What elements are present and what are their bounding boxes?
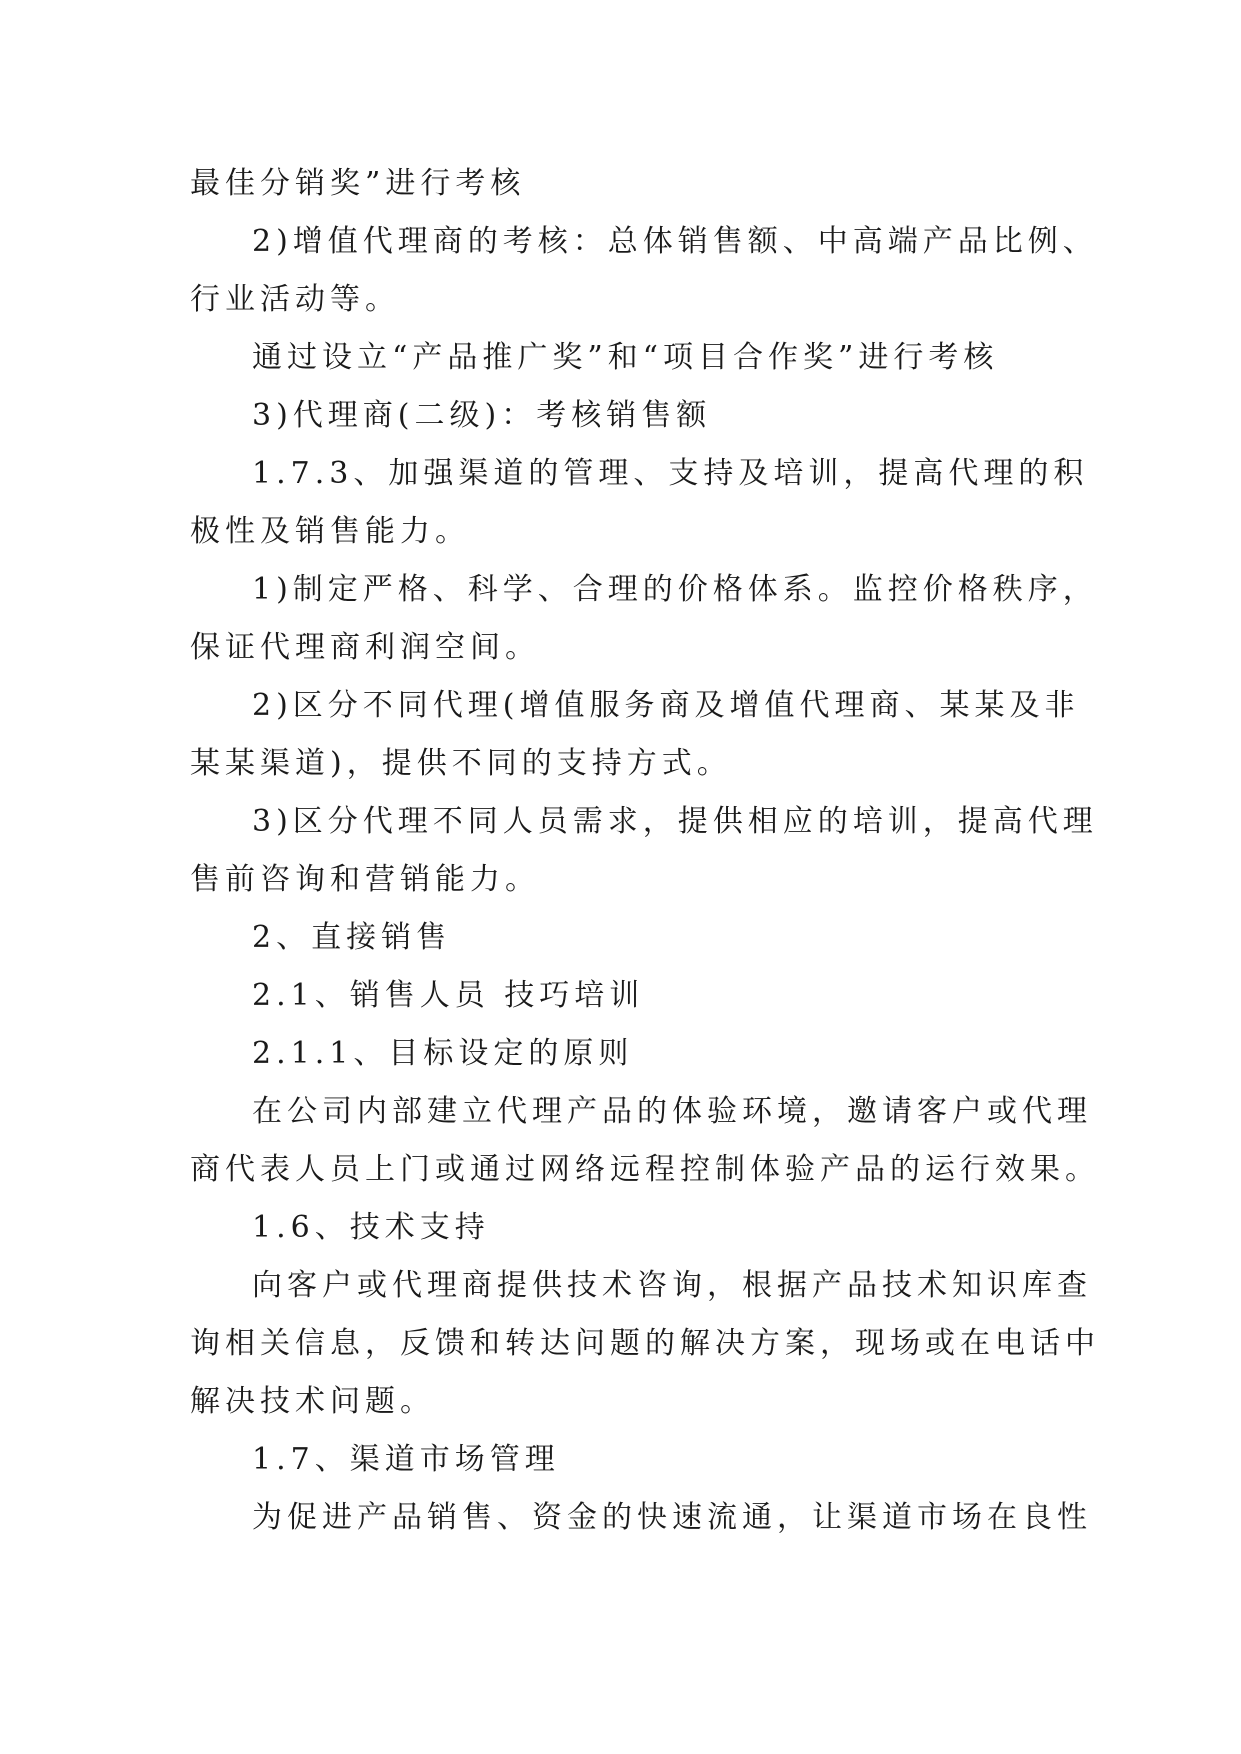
text-line: 最佳分销奖”进行考核 [190, 166, 526, 201]
text-line: 通过设立“产品推广奖”和“项目合作奖”进行考核 [252, 340, 999, 375]
text-line: 行业活动等。 [190, 282, 400, 317]
text-line: 售前咨询和营销能力。 [190, 862, 540, 897]
section-heading: 1.6、技术支持 [252, 1210, 490, 1245]
text-line: 为促进产品销售、资金的快速流通，让渠道市场在良性 [252, 1500, 1092, 1535]
text-line: 1)制定严格、科学、合理的价格体系。监控价格秩序， [252, 572, 1098, 607]
text-line: 向客户或代理商提供技术咨询，根据产品技术知识库查 [252, 1268, 1092, 1303]
text-line: 某某渠道)，提供不同的支持方式。 [190, 746, 732, 781]
text-line: 3)代理商(二级)：考核销售额 [252, 398, 712, 433]
section-heading: 1.7、渠道市场管理 [252, 1442, 560, 1477]
text-line: 2)区分不同代理(增值服务商及增值代理商、某某及非 [252, 688, 1080, 723]
section-heading: 2.1、销售人员 技巧培训 [252, 978, 645, 1013]
text-line: 极性及销售能力。 [190, 514, 470, 549]
text-line: 商代表人员上门或通过网络远程控制体验产品的运行效果。 [190, 1152, 1100, 1187]
text-line: 询相关信息，反馈和转达问题的解决方案，现场或在电话中 [190, 1326, 1100, 1361]
section-heading: 2、直接销售 [252, 920, 452, 955]
text-line: 保证代理商利润空间。 [190, 630, 540, 665]
text-line: 在公司内部建立代理产品的体验环境，邀请客户或代理 [252, 1094, 1092, 1129]
text-line: 2)增值代理商的考核：总体销售额、中高端产品比例、 [252, 224, 1098, 259]
section-heading: 2.1.1、目标设定的原则 [252, 1036, 634, 1071]
text-line: 解决技术问题。 [190, 1384, 435, 1419]
text-line: 1.7.3、加强渠道的管理、支持及培训，提高代理的积 [252, 456, 1089, 491]
text-line: 3)区分代理不同人员需求，提供相应的培训，提高代理 [252, 804, 1098, 839]
